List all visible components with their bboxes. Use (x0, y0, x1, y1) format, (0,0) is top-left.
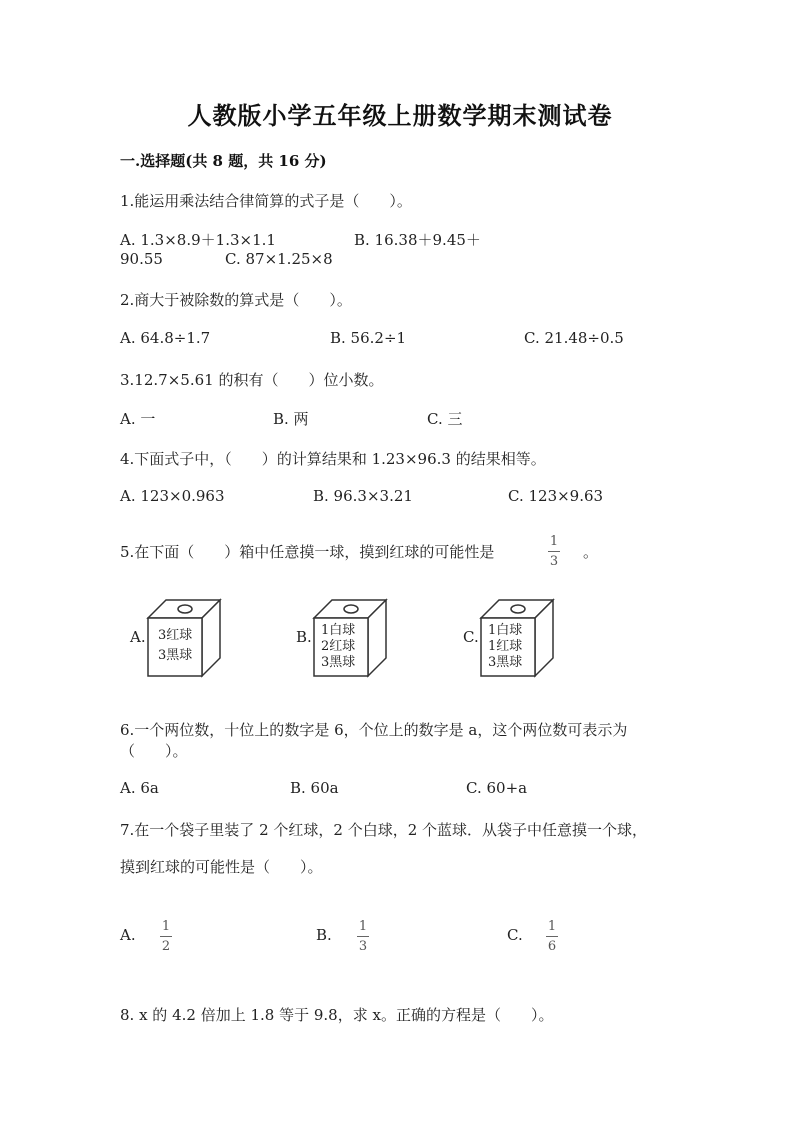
question-6-option-a: A. 6a (120, 779, 159, 797)
box-c (479, 598, 559, 678)
fraction-bar (357, 936, 369, 937)
question-2-option-a: A. 64.8÷1.7 (120, 329, 211, 347)
question-1-option-b: B. 16.38＋9.45＋ (354, 231, 481, 249)
question-8-stem: 8. x 的 4.2 倍加上 1.8 等于 9.8，求 x。正确的方程是（ ）。 (120, 1006, 554, 1024)
question-1-stem: 1.能运用乘法结合律简算的式子是（ ）。 (120, 192, 412, 210)
question-3-stem: 3.12.7×5.61 的积有（ ）位小数。 (120, 371, 384, 389)
box-b-line-2: 2红球 (321, 639, 356, 654)
question-7-option-c-fraction (546, 920, 558, 953)
question-5-option-a-label: A. (130, 628, 146, 646)
question-2-option-b: B. 56.2÷1 (330, 329, 407, 347)
fraction-denominator: 3 (549, 554, 559, 569)
fraction-numerator: 1 (161, 919, 171, 934)
question-5-option-b-label: B. (296, 628, 312, 646)
box-a-line-1: 3红球 (158, 628, 193, 643)
fraction-denominator: 3 (358, 939, 368, 954)
question-5-stem: 5.在下面（ ）箱中任意摸一球，摸到红球的可能性是 (120, 543, 495, 561)
question-7-stem-line-2: 摸到红球的可能性是（ ）。 (120, 858, 323, 876)
fraction-numerator: 1 (547, 919, 557, 934)
fraction-denominator: 2 (161, 939, 171, 954)
fraction-bar (546, 936, 558, 937)
question-7-option-b-fraction (357, 920, 369, 953)
question-7-stem-line-1: 7.在一个袋子里装了 2 个红球，2 个白球，2 个蓝球．从袋子中任意摸一个球， (120, 821, 648, 839)
question-6-stem-line-1: 6.一个两位数，十位上的数字是 6，个位上的数字是 a，这个两位数可表示为 (120, 721, 628, 739)
page-title: 人教版小学五年级上册数学期末测试卷 (187, 101, 613, 130)
question-2-stem: 2.商大于被除数的算式是（ ）。 (120, 291, 352, 309)
fraction-bar (548, 551, 560, 552)
question-3-option-c: C. 三 (427, 410, 463, 428)
question-6-option-b: B. 60a (290, 779, 339, 797)
fraction-bar (160, 936, 172, 937)
question-4-stem: 4.下面式子中，（ ）的计算结果和 1.23×96.3 的结果相等。 (120, 450, 546, 468)
question-3-option-a: A. 一 (120, 410, 156, 428)
question-3-option-b: B. 两 (273, 410, 309, 428)
fraction-denominator: 6 (547, 939, 557, 954)
question-4-option-c: C. 123×9.63 (508, 487, 604, 505)
question-5-end: 。 (583, 543, 599, 561)
question-6-stem-line-2: （ ）。 (120, 742, 188, 760)
question-1-option-b-cont: 90.55 (120, 250, 163, 268)
box-a (146, 598, 226, 678)
box-c-line-3: 3黑球 (488, 655, 523, 670)
question-1-option-c: C. 87×1.25×8 (225, 250, 333, 268)
question-6-option-c: C. 60+a (466, 779, 528, 797)
question-7-option-a-fraction (160, 920, 172, 953)
section-heading: 一.选择题(共 8 题，共 16 分) (120, 152, 327, 170)
question-7-option-b-label: B. (316, 926, 332, 944)
question-5-option-c-label: C. (463, 628, 479, 646)
box-b-line-3: 3黑球 (321, 655, 356, 670)
question-4-option-b: B. 96.3×3.21 (313, 487, 413, 505)
fraction-numerator: 1 (549, 534, 559, 549)
box-a-line-2: 3黑球 (158, 648, 193, 663)
box-c-line-2: 1红球 (488, 639, 523, 654)
box-c-line-1: 1白球 (488, 623, 523, 638)
question-7-option-a-label: A. (120, 926, 136, 944)
box-b (312, 598, 392, 678)
question-4-option-a: A. 123×0.963 (120, 487, 225, 505)
question-7-option-c-label: C. (507, 926, 523, 944)
question-1-option-a: A. 1.3×8.9＋1.3×1.1 (120, 231, 276, 249)
question-5-fraction (548, 535, 560, 568)
fraction-numerator: 1 (358, 919, 368, 934)
box-b-line-1: 1白球 (321, 623, 356, 638)
question-2-option-c: C. 21.48÷0.5 (524, 329, 624, 347)
